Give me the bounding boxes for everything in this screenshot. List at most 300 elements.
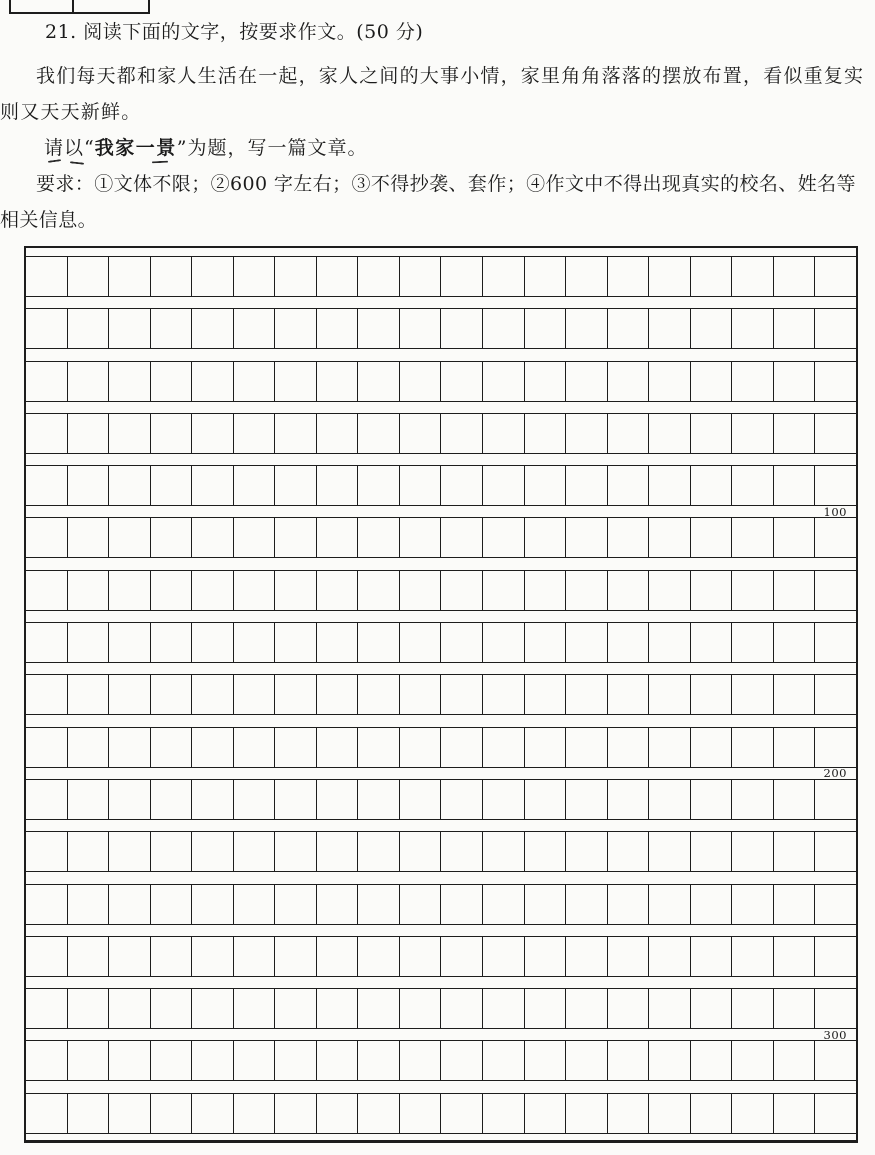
grid-cell bbox=[192, 414, 234, 453]
grid-cell bbox=[732, 1094, 774, 1133]
grid-cell bbox=[441, 937, 483, 976]
grid-cell bbox=[525, 414, 567, 453]
grid-cell bbox=[566, 832, 608, 871]
grid-cell bbox=[815, 309, 856, 348]
grid-cell bbox=[68, 623, 110, 662]
grid-cell bbox=[234, 937, 276, 976]
grid-cell bbox=[400, 1094, 442, 1133]
grid-cell bbox=[441, 675, 483, 714]
grid-cell bbox=[317, 466, 359, 505]
grid-cell bbox=[483, 518, 525, 557]
grid-cell bbox=[68, 1041, 110, 1080]
grid-cell bbox=[525, 518, 567, 557]
grid-cell bbox=[109, 832, 151, 871]
grid-cell bbox=[358, 989, 400, 1028]
requirements-line: 要求：①文体不限；②600 字左右；③不得抄袭、套作；④作文中不得出现真实的校名、姓名等相关信息。 bbox=[0, 173, 856, 231]
grid-cell bbox=[815, 728, 856, 767]
grid-cell bbox=[566, 571, 608, 610]
grid-cell bbox=[525, 623, 567, 662]
grid-row bbox=[26, 674, 856, 715]
grid-cell bbox=[732, 780, 774, 819]
question-block bbox=[0, 14, 875, 238]
grid-cell bbox=[317, 571, 359, 610]
grid-cell bbox=[400, 1041, 442, 1080]
grid-cell bbox=[732, 362, 774, 401]
grid-cell bbox=[732, 989, 774, 1028]
grid-cell bbox=[109, 257, 151, 296]
handwritten-emphasis-mark bbox=[48, 159, 61, 163]
grid-cell bbox=[68, 832, 110, 871]
grid-cell bbox=[608, 362, 650, 401]
grid-cell bbox=[275, 989, 317, 1028]
grid-cell bbox=[275, 728, 317, 767]
grid-cell bbox=[234, 1041, 276, 1080]
table-divider-line bbox=[72, 0, 74, 12]
grid-cell bbox=[774, 466, 816, 505]
grid-cell bbox=[192, 675, 234, 714]
grid-cell bbox=[774, 623, 816, 662]
grid-cell bbox=[317, 675, 359, 714]
grid-cell bbox=[358, 675, 400, 714]
grid-cell bbox=[815, 989, 856, 1028]
grid-cell bbox=[192, 728, 234, 767]
grid-row bbox=[26, 988, 856, 1029]
grid-cell bbox=[774, 518, 816, 557]
grid-cell bbox=[566, 989, 608, 1028]
grid-cell bbox=[441, 518, 483, 557]
grid-cell bbox=[483, 780, 525, 819]
grid-cell bbox=[483, 257, 525, 296]
grid-cell bbox=[275, 1041, 317, 1080]
grid-cell bbox=[691, 675, 733, 714]
grid-cell bbox=[525, 362, 567, 401]
grid-row bbox=[26, 831, 856, 872]
grid-cell bbox=[192, 1094, 234, 1133]
grid-cell bbox=[608, 257, 650, 296]
grid-cell bbox=[566, 623, 608, 662]
grid-cell bbox=[649, 1094, 691, 1133]
previous-table-fragment bbox=[9, 0, 150, 14]
grid-cell bbox=[483, 989, 525, 1028]
grid-cell bbox=[68, 1094, 110, 1133]
prompt-paragraph: 我们每天都和家人生活在一起，家人之间的大事小情，家里角角落落的摆放布置，看似重复实则又天天新鲜。 bbox=[0, 65, 865, 123]
grid-cell bbox=[234, 257, 276, 296]
grid-cell bbox=[815, 257, 856, 296]
grid-row bbox=[26, 936, 856, 977]
grid-cell bbox=[525, 728, 567, 767]
grid-cell bbox=[68, 466, 110, 505]
grid-cell bbox=[317, 623, 359, 662]
grid-cell bbox=[400, 309, 442, 348]
grid-cell bbox=[275, 309, 317, 348]
grid-cell bbox=[608, 885, 650, 924]
grid-cell bbox=[275, 466, 317, 505]
grid-cell bbox=[441, 728, 483, 767]
grid-cell bbox=[691, 362, 733, 401]
grid-cell bbox=[151, 989, 193, 1028]
grid-cell bbox=[608, 518, 650, 557]
grid-cell bbox=[483, 675, 525, 714]
grid-cell bbox=[525, 571, 567, 610]
grid-cell bbox=[26, 257, 68, 296]
grid-cell bbox=[151, 728, 193, 767]
grid-cell bbox=[691, 832, 733, 871]
grid-cell bbox=[234, 414, 276, 453]
grid-cell bbox=[441, 257, 483, 296]
grid-cell bbox=[608, 571, 650, 610]
grid-cell bbox=[608, 623, 650, 662]
grid-cell bbox=[26, 989, 68, 1028]
grid-cell bbox=[317, 414, 359, 453]
grid-cell bbox=[151, 309, 193, 348]
handwritten-emphasis-mark bbox=[70, 161, 84, 164]
grid-row bbox=[26, 622, 856, 663]
grid-cell bbox=[441, 1094, 483, 1133]
grid-cell bbox=[608, 832, 650, 871]
grid-cell bbox=[649, 675, 691, 714]
grid-cell bbox=[358, 832, 400, 871]
grid-cell bbox=[566, 780, 608, 819]
grid-cell bbox=[192, 1041, 234, 1080]
grid-cell bbox=[317, 989, 359, 1028]
grid-cell bbox=[815, 780, 856, 819]
grid-cell bbox=[68, 937, 110, 976]
grid-cell bbox=[317, 832, 359, 871]
title-suffix: ”为题，写一篇文章。 bbox=[176, 137, 368, 159]
grid-cell bbox=[691, 1041, 733, 1080]
grid-cell bbox=[815, 885, 856, 924]
grid-cell bbox=[68, 571, 110, 610]
grid-cell bbox=[441, 623, 483, 662]
grid-cell bbox=[691, 466, 733, 505]
grid-cell bbox=[649, 832, 691, 871]
grid-cell bbox=[608, 675, 650, 714]
grid-cell bbox=[151, 937, 193, 976]
grid-cell bbox=[441, 414, 483, 453]
grid-cell bbox=[192, 571, 234, 610]
grid-cell bbox=[400, 937, 442, 976]
grid-cell bbox=[774, 571, 816, 610]
grid-cell bbox=[608, 937, 650, 976]
grid-cell bbox=[192, 623, 234, 662]
grid-row bbox=[26, 727, 856, 768]
grid-cell bbox=[525, 832, 567, 871]
grid-cell bbox=[151, 257, 193, 296]
grid-cell bbox=[109, 518, 151, 557]
grid-cell bbox=[275, 518, 317, 557]
grid-cell bbox=[68, 362, 110, 401]
word-count-marker: 200 bbox=[823, 766, 847, 781]
grid-cell bbox=[151, 780, 193, 819]
grid-cell bbox=[192, 780, 234, 819]
grid-cell bbox=[26, 832, 68, 871]
grid-cell bbox=[566, 309, 608, 348]
word-count-marker: 300 bbox=[823, 1027, 847, 1042]
grid-cell bbox=[68, 675, 110, 714]
grid-cell bbox=[192, 518, 234, 557]
grid-cell bbox=[649, 728, 691, 767]
grid-cell bbox=[649, 1041, 691, 1080]
grid-cell bbox=[358, 780, 400, 819]
grid-cell bbox=[732, 937, 774, 976]
grid-cell bbox=[26, 1041, 68, 1080]
grid-cell bbox=[234, 571, 276, 610]
grid-cell bbox=[483, 728, 525, 767]
grid-cell bbox=[815, 518, 856, 557]
grid-cell bbox=[109, 885, 151, 924]
grid-cell bbox=[234, 885, 276, 924]
grid-cell bbox=[691, 571, 733, 610]
grid-cell bbox=[774, 832, 816, 871]
grid-cell bbox=[732, 728, 774, 767]
grid-cell bbox=[151, 623, 193, 662]
grid-row bbox=[26, 779, 856, 820]
grid-cell bbox=[358, 518, 400, 557]
grid-cell bbox=[275, 623, 317, 662]
grid-cell bbox=[815, 675, 856, 714]
grid-cell bbox=[691, 728, 733, 767]
grid-row bbox=[26, 517, 856, 558]
grid-cell bbox=[815, 937, 856, 976]
grid-cell bbox=[400, 518, 442, 557]
grid-cell bbox=[732, 414, 774, 453]
grid-cell bbox=[815, 832, 856, 871]
grid-row bbox=[26, 465, 856, 506]
grid-cell bbox=[483, 414, 525, 453]
grid-cell bbox=[483, 309, 525, 348]
grid-cell bbox=[68, 780, 110, 819]
grid-cell bbox=[68, 414, 110, 453]
grid-cell bbox=[26, 885, 68, 924]
grid-cell bbox=[566, 885, 608, 924]
grid-cell bbox=[525, 780, 567, 819]
grid-row bbox=[26, 256, 856, 297]
grid-cell bbox=[109, 309, 151, 348]
grid-cell bbox=[109, 1094, 151, 1133]
grid-cell bbox=[317, 518, 359, 557]
grid-cell bbox=[774, 309, 816, 348]
grid-cell bbox=[26, 362, 68, 401]
grid-cell bbox=[400, 571, 442, 610]
grid-cell bbox=[26, 309, 68, 348]
grid-cell bbox=[525, 309, 567, 348]
grid-cell bbox=[358, 937, 400, 976]
grid-cell bbox=[441, 571, 483, 610]
grid-cell bbox=[441, 989, 483, 1028]
grid-cell bbox=[26, 728, 68, 767]
grid-cell bbox=[358, 362, 400, 401]
grid-row bbox=[26, 570, 856, 611]
grid-cell bbox=[691, 885, 733, 924]
grid-cell bbox=[774, 675, 816, 714]
grid-cell bbox=[483, 885, 525, 924]
grid-cell bbox=[608, 309, 650, 348]
question-number-line: 21. 阅读下面的文字，按要求作文。(50 分) bbox=[45, 21, 424, 43]
grid-cell bbox=[649, 780, 691, 819]
grid-cell bbox=[358, 257, 400, 296]
grid-cell bbox=[732, 885, 774, 924]
grid-cell bbox=[317, 362, 359, 401]
grid-cell bbox=[358, 728, 400, 767]
grid-cell bbox=[566, 728, 608, 767]
grid-cell bbox=[732, 257, 774, 296]
grid-cell bbox=[732, 1041, 774, 1080]
grid-cell bbox=[109, 623, 151, 662]
grid-cell bbox=[774, 257, 816, 296]
grid-cell bbox=[26, 518, 68, 557]
grid-cell bbox=[691, 257, 733, 296]
grid-cell bbox=[151, 885, 193, 924]
grid-cell bbox=[483, 1041, 525, 1080]
grid-cell bbox=[192, 832, 234, 871]
grid-cell bbox=[483, 466, 525, 505]
grid-cell bbox=[109, 989, 151, 1028]
grid-cell bbox=[26, 937, 68, 976]
grid-cell bbox=[441, 309, 483, 348]
grid-cell bbox=[691, 309, 733, 348]
grid-cell bbox=[151, 832, 193, 871]
composition-grid bbox=[24, 246, 858, 1143]
grid-cell bbox=[525, 1094, 567, 1133]
title-prefix: 请以“ bbox=[44, 137, 95, 159]
grid-cell bbox=[732, 309, 774, 348]
grid-cell bbox=[774, 937, 816, 976]
grid-cell bbox=[192, 989, 234, 1028]
grid-cell bbox=[774, 989, 816, 1028]
grid-cell bbox=[483, 571, 525, 610]
title-instruction-line bbox=[0, 130, 875, 166]
grid-cell bbox=[691, 1094, 733, 1133]
grid-cell bbox=[151, 362, 193, 401]
grid-cell bbox=[275, 675, 317, 714]
grid-cell bbox=[400, 885, 442, 924]
grid-cell bbox=[234, 623, 276, 662]
grid-cell bbox=[317, 937, 359, 976]
grid-cell bbox=[566, 937, 608, 976]
grid-cell bbox=[317, 309, 359, 348]
grid-cell bbox=[649, 362, 691, 401]
grid-cell bbox=[774, 780, 816, 819]
composition-title: 我家一景 bbox=[94, 137, 177, 159]
grid-cell bbox=[192, 937, 234, 976]
grid-cell bbox=[275, 885, 317, 924]
grid-cell bbox=[566, 675, 608, 714]
grid-cell bbox=[275, 780, 317, 819]
grid-cell bbox=[525, 675, 567, 714]
grid-cell bbox=[566, 1094, 608, 1133]
grid-cell bbox=[358, 1041, 400, 1080]
grid-cell bbox=[151, 675, 193, 714]
grid-cell bbox=[732, 832, 774, 871]
grid-cell bbox=[151, 1041, 193, 1080]
grid-cell bbox=[26, 466, 68, 505]
grid-cell bbox=[483, 832, 525, 871]
grid-cell bbox=[566, 1041, 608, 1080]
grid-cell bbox=[358, 414, 400, 453]
grid-cell bbox=[691, 780, 733, 819]
grid-cell bbox=[400, 466, 442, 505]
grid-cell bbox=[566, 257, 608, 296]
grid-cell bbox=[525, 885, 567, 924]
grid-cell bbox=[234, 1094, 276, 1133]
grid-cell bbox=[608, 466, 650, 505]
grid-cell bbox=[400, 675, 442, 714]
grid-cell bbox=[151, 518, 193, 557]
grid-cell bbox=[275, 257, 317, 296]
grid-cell bbox=[691, 937, 733, 976]
grid-cell bbox=[691, 518, 733, 557]
grid-cell bbox=[732, 623, 774, 662]
grid-cell bbox=[234, 466, 276, 505]
grid-cell bbox=[774, 1094, 816, 1133]
grid-cell bbox=[109, 675, 151, 714]
grid-cell bbox=[275, 832, 317, 871]
grid-cell bbox=[815, 1041, 856, 1080]
grid-cell bbox=[815, 362, 856, 401]
grid-cell bbox=[732, 518, 774, 557]
grid-cell bbox=[234, 518, 276, 557]
grid-cell bbox=[358, 309, 400, 348]
grid-cell bbox=[109, 414, 151, 453]
grid-cell bbox=[691, 989, 733, 1028]
grid-cell bbox=[815, 466, 856, 505]
grid-cell bbox=[109, 571, 151, 610]
grid-cell bbox=[192, 309, 234, 348]
grid-cell bbox=[774, 414, 816, 453]
grid-cell bbox=[774, 362, 816, 401]
word-count-marker: 100 bbox=[823, 504, 847, 519]
grid-cell bbox=[317, 728, 359, 767]
grid-cell bbox=[151, 1094, 193, 1133]
grid-cell bbox=[358, 1094, 400, 1133]
grid-cell bbox=[26, 571, 68, 610]
grid-cell bbox=[109, 466, 151, 505]
grid-cell bbox=[109, 1041, 151, 1080]
grid-cell bbox=[358, 623, 400, 662]
grid-cell bbox=[26, 675, 68, 714]
grid-cell bbox=[317, 1094, 359, 1133]
grid-cell bbox=[192, 362, 234, 401]
grid-cell bbox=[234, 309, 276, 348]
grid-cell bbox=[649, 571, 691, 610]
grid-cell bbox=[649, 989, 691, 1028]
grid-cell bbox=[566, 362, 608, 401]
grid-cell bbox=[525, 257, 567, 296]
grid-cell bbox=[815, 414, 856, 453]
grid-cell bbox=[483, 362, 525, 401]
grid-cell bbox=[151, 414, 193, 453]
grid-cell bbox=[68, 518, 110, 557]
grid-cell bbox=[358, 466, 400, 505]
grid-cell bbox=[400, 780, 442, 819]
grid-cell bbox=[525, 1041, 567, 1080]
grid-cell bbox=[691, 414, 733, 453]
grid-cell bbox=[483, 623, 525, 662]
grid-cell bbox=[483, 937, 525, 976]
grid-cell bbox=[234, 832, 276, 871]
grid-cell bbox=[774, 1041, 816, 1080]
grid-cell bbox=[358, 571, 400, 610]
grid-cell bbox=[566, 414, 608, 453]
grid-cell bbox=[483, 1094, 525, 1133]
grid-cell bbox=[400, 623, 442, 662]
grid-cell bbox=[317, 1041, 359, 1080]
grid-cell bbox=[68, 309, 110, 348]
grid-cell bbox=[234, 362, 276, 401]
grid-cell bbox=[815, 1094, 856, 1133]
grid-cell bbox=[26, 623, 68, 662]
grid-cell bbox=[649, 885, 691, 924]
